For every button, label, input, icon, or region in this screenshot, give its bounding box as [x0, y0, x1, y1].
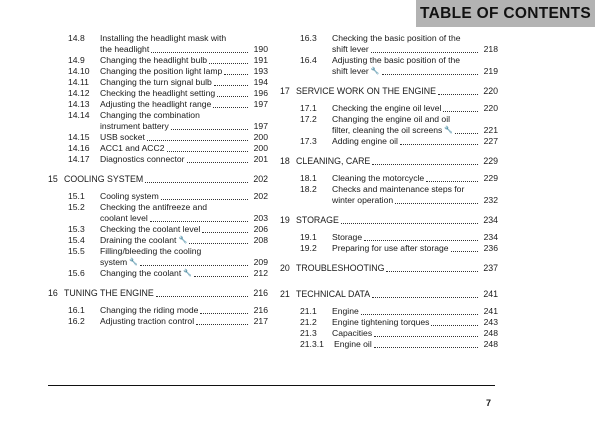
- toc-entry[interactable]: [280, 263, 498, 274]
- toc-entry[interactable]: [280, 114, 498, 136]
- toc-entry-number: 15.5: [68, 246, 85, 256]
- toc-entry-title: Adding engine oil: [332, 136, 398, 146]
- toc-entry-title: coolant level: [100, 213, 148, 223]
- toc-entry-title: shift lever: [332, 66, 369, 76]
- toc-entry-page: 196: [253, 88, 268, 98]
- toc-entry[interactable]: [48, 174, 268, 185]
- dot-leader: [443, 111, 478, 112]
- toc-entry[interactable]: [48, 66, 268, 77]
- toc-entry-number: 14.16: [68, 143, 90, 153]
- toc-entry[interactable]: [48, 132, 268, 143]
- dot-leader: [386, 271, 478, 272]
- toc-entry[interactable]: [280, 215, 498, 226]
- toc-entry-number: 15.1: [68, 191, 85, 201]
- toc-entry-page: 218: [483, 44, 498, 54]
- toc-entry[interactable]: [48, 55, 268, 66]
- toc-entry-title: system: [100, 257, 128, 267]
- toc-entry-page: 232: [483, 195, 498, 205]
- toc-entry-title: Checking the coolant level: [100, 224, 201, 234]
- toc-entry-title: Changing the coolant: [100, 268, 182, 278]
- toc-entry-number: 14.14: [68, 110, 90, 120]
- toc-entry-page: 234: [483, 232, 498, 242]
- toc-entry[interactable]: [280, 136, 498, 147]
- dot-leader: [361, 314, 478, 315]
- toc-entry[interactable]: [280, 232, 498, 243]
- toc-entry-title: Changing the position light lamp: [100, 66, 223, 76]
- dot-leader: [209, 63, 248, 64]
- toc-entry-number: 17.1: [300, 103, 317, 113]
- footer-divider: [48, 385, 495, 386]
- toc-entry-title: ACC1 and ACC2: [100, 143, 165, 153]
- toc-entry-number: 14.13: [68, 99, 90, 109]
- toc-entry[interactable]: [280, 184, 498, 206]
- toc-entry-title: Changing the turn signal bulb: [100, 77, 212, 87]
- toc-left-column: [48, 33, 268, 327]
- toc-entry-number: 14.8: [68, 33, 85, 43]
- dot-leader: [224, 74, 248, 75]
- toc-entry-title: STORAGE: [296, 215, 339, 225]
- toc-entry[interactable]: [48, 268, 268, 279]
- toc-entry-page: 202: [253, 174, 268, 184]
- toc-entry-number: 14.9: [68, 55, 85, 65]
- toc-entry-title: winter operation: [332, 195, 394, 205]
- dot-leader: [140, 265, 248, 266]
- toc-entry-page: 202: [253, 191, 268, 201]
- toc-entry-number: 14.10: [68, 66, 90, 76]
- toc-entry-title: Engine oil: [334, 339, 372, 349]
- dot-leader: [374, 347, 478, 348]
- dot-leader: [151, 52, 248, 53]
- toc-entry-number: 15.3: [68, 224, 85, 234]
- toc-entry[interactable]: [280, 86, 498, 97]
- toc-entry-title: Draining the coolant: [100, 235, 177, 245]
- toc-entry[interactable]: [48, 154, 268, 165]
- toc-entry-title: Cleaning the motorcycle: [332, 173, 425, 183]
- toc-entry-title: TROUBLESHOOTING: [296, 263, 385, 273]
- toc-entry-number: 15: [48, 174, 58, 184]
- toc-entry[interactable]: [48, 191, 268, 202]
- toc-entry-page: 234: [483, 215, 498, 225]
- toc-entry[interactable]: [48, 288, 268, 299]
- toc-entry-title: CLEANING, CARE: [296, 156, 371, 166]
- toc-entry-page: 206: [253, 224, 268, 234]
- toc-entry[interactable]: [280, 289, 498, 300]
- toc-entry-title: Changing the combination: [100, 110, 200, 120]
- toc-entry-page: 197: [253, 99, 268, 109]
- dot-leader: [217, 96, 248, 97]
- toc-right-column: [280, 33, 498, 350]
- toc-entry-page: 216: [253, 305, 268, 315]
- toc-entry-number: 21: [280, 289, 290, 299]
- dot-leader: [395, 203, 478, 204]
- toc-entry-page: 191: [253, 55, 268, 65]
- toc-entry[interactable]: [48, 224, 268, 235]
- toc-entry-page: 220: [483, 103, 498, 113]
- dot-leader: [150, 221, 248, 222]
- wrench-icon: 🔧: [129, 259, 138, 266]
- toc-entry-number: 19.2: [300, 243, 317, 253]
- toc-entry-page: 229: [483, 156, 498, 166]
- toc-entry-number: 16.1: [68, 305, 85, 315]
- dot-leader: [364, 240, 478, 241]
- dot-leader: [371, 52, 478, 53]
- toc-entry-page: 200: [253, 143, 268, 153]
- dot-leader: [189, 243, 248, 244]
- toc-entry-page: 237: [483, 263, 498, 273]
- toc-entry-number: 14.12: [68, 88, 90, 98]
- dot-leader: [156, 296, 248, 297]
- dot-leader: [213, 107, 248, 108]
- toc-entry-page: 227: [483, 136, 498, 146]
- toc-entry-title: the headlight: [100, 44, 150, 54]
- toc-entry-page: 208: [253, 235, 268, 245]
- toc-entry-page: 197: [253, 121, 268, 131]
- toc-entry[interactable]: [280, 33, 498, 55]
- dot-leader: [426, 181, 478, 182]
- toc-entry-page: 216: [253, 288, 268, 298]
- toc-entry-page: 221: [483, 125, 498, 135]
- toc-entry-title: Preparing for use after storage: [332, 243, 449, 253]
- toc-entry-page: 209: [253, 257, 268, 267]
- toc-entry[interactable]: [48, 33, 268, 55]
- toc-entry-title: Changing the headlight bulb: [100, 55, 208, 65]
- dot-leader: [372, 164, 478, 165]
- toc-entry-page: 248: [483, 339, 498, 349]
- toc-entry-number: 15.2: [68, 202, 85, 212]
- toc-entry[interactable]: [48, 110, 268, 132]
- toc-entry-page: 243: [483, 317, 498, 327]
- toc-entry-page: 201: [253, 154, 268, 164]
- toc-entry-title: instrument battery: [100, 121, 169, 131]
- toc-entry-page: 220: [483, 86, 498, 96]
- toc-entry-page: 190: [253, 44, 268, 54]
- toc-entry-title: Filling/bleeding the cooling: [100, 246, 202, 256]
- dot-leader: [438, 94, 478, 95]
- toc-entry-title: Installing the headlight mask with: [100, 33, 227, 43]
- toc-entry[interactable]: [48, 143, 268, 154]
- dot-leader: [202, 232, 248, 233]
- toc-entry-number: 16: [48, 288, 58, 298]
- toc-entry[interactable]: [48, 235, 268, 246]
- toc-entry-page: 217: [253, 316, 268, 326]
- toc-entry-title: Checking the headlight setting: [100, 88, 216, 98]
- toc-entry-page: 212: [253, 268, 268, 278]
- wrench-icon: 🔧: [178, 237, 188, 244]
- toc-entry-page: 219: [483, 66, 498, 76]
- toc-entry-title: Storage: [332, 232, 363, 242]
- toc-entry-number: 16.3: [300, 33, 317, 43]
- toc-entry-title: Changing the engine oil and oil: [332, 114, 451, 124]
- toc-header-box: [416, 0, 595, 27]
- toc-entry-title: Adjusting traction control: [100, 316, 195, 326]
- dot-leader: [161, 199, 248, 200]
- toc-entry-page: 203: [253, 213, 268, 223]
- toc-entry-number: 14.17: [68, 154, 90, 164]
- toc-entry-page: 193: [253, 66, 268, 76]
- toc-entry-title: Checking the engine oil level: [332, 103, 442, 113]
- toc-entry[interactable]: [280, 173, 498, 184]
- toc-entry[interactable]: [280, 243, 498, 254]
- toc-entry[interactable]: [48, 99, 268, 110]
- dot-leader: [145, 182, 248, 183]
- toc-entry-title: Adjusting the basic position of the: [332, 55, 461, 65]
- dot-leader: [171, 129, 248, 130]
- toc-entry-number: 21.2: [300, 317, 317, 327]
- dot-leader: [455, 133, 478, 134]
- dot-leader: [187, 162, 248, 163]
- toc-entry-title: Changing the riding mode: [100, 305, 199, 315]
- toc-entry-page: 236: [483, 243, 498, 253]
- toc-entry[interactable]: [48, 316, 268, 327]
- dot-leader: [196, 324, 248, 325]
- dot-leader: [400, 144, 478, 145]
- toc-entry-title: Engine tightening torques: [332, 317, 430, 327]
- toc-entry-title: USB socket: [100, 132, 145, 142]
- toc-entry[interactable]: [280, 55, 498, 77]
- toc-entry-title: Diagnostics connector: [100, 154, 185, 164]
- toc-entry-title: COOLING SYSTEM: [64, 174, 144, 184]
- toc-entry-number: 15.6: [68, 268, 85, 278]
- toc-entry-page: 248: [483, 328, 498, 338]
- page-title: TABLE OF CONTENTS: [420, 5, 591, 22]
- toc-entry[interactable]: [280, 156, 498, 167]
- toc-entry-number: 17: [280, 86, 290, 96]
- toc-entry-page: 194: [253, 77, 268, 87]
- dot-leader: [167, 151, 249, 152]
- toc-entry-page: 229: [483, 173, 498, 183]
- dot-leader: [372, 297, 478, 298]
- toc-entry-title: Capacities: [332, 328, 373, 338]
- page-number: 7: [486, 398, 492, 408]
- toc-entry-number: 14.11: [68, 77, 89, 87]
- dot-leader: [194, 276, 248, 277]
- toc-entry-number: 19: [280, 215, 290, 225]
- dot-leader: [341, 223, 478, 224]
- dot-leader: [382, 74, 479, 75]
- toc-entry[interactable]: [280, 103, 498, 114]
- toc-entry-number: 21.1: [300, 306, 317, 316]
- toc-entry-title: Adjusting the headlight range: [100, 99, 212, 109]
- dot-leader: [214, 85, 248, 86]
- toc-entry-number: 17.3: [300, 136, 317, 146]
- toc-entry-number: 15.4: [68, 235, 85, 245]
- toc-entry-number: 18: [280, 156, 290, 166]
- toc-entry-title: TECHNICAL DATA: [296, 289, 371, 299]
- toc-entry[interactable]: [48, 246, 268, 268]
- wrench-icon: 🔧: [444, 127, 454, 134]
- dot-leader: [431, 325, 478, 326]
- wrench-icon: 🔧: [183, 270, 192, 277]
- toc-entry-number: 21.3: [300, 328, 317, 338]
- toc-entry[interactable]: [48, 77, 268, 88]
- toc-entry-number: 21.3.1: [300, 339, 324, 349]
- toc-entry[interactable]: [48, 88, 268, 99]
- wrench-icon: 🔧: [370, 68, 380, 75]
- toc-entry-page: 241: [483, 306, 498, 316]
- toc-entry-title: Checking the basic position of the: [332, 33, 461, 43]
- toc-entry-title: SERVICE WORK ON THE ENGINE: [296, 86, 436, 96]
- toc-entry-number: 17.2: [300, 114, 317, 124]
- dot-leader: [147, 140, 248, 141]
- toc-entry-number: 20: [280, 263, 290, 273]
- dot-leader: [200, 313, 248, 314]
- toc-entry-number: 19.1: [300, 232, 317, 242]
- toc-entry[interactable]: [48, 305, 268, 316]
- toc-entry-title: TUNING THE ENGINE: [64, 288, 154, 298]
- toc-entry[interactable]: [48, 202, 268, 224]
- toc-entry-page: 241: [483, 289, 498, 299]
- dot-leader: [451, 251, 478, 252]
- toc-entry-title: shift lever: [332, 44, 369, 54]
- dot-leader: [374, 336, 478, 337]
- toc-entry-title: filter, cleaning the oil screens: [332, 125, 443, 135]
- toc-entry[interactable]: [280, 317, 498, 328]
- toc-entry-title: Cooling system: [100, 191, 159, 201]
- toc-entry-page: 200: [253, 132, 268, 142]
- toc-entry-number: 18.2: [300, 184, 317, 194]
- toc-entry-title: Checking the antifreeze and: [100, 202, 208, 212]
- toc-entry[interactable]: [280, 339, 498, 350]
- toc-entry-number: 16.2: [68, 316, 85, 326]
- toc-entry-number: 14.15: [68, 132, 90, 142]
- toc-entry-number: 18.1: [300, 173, 317, 183]
- toc-entry-title: Engine: [332, 306, 359, 316]
- toc-entry-title: Checks and maintenance steps for: [332, 184, 465, 194]
- toc-entry-number: 16.4: [300, 55, 317, 65]
- toc-entry[interactable]: [280, 306, 498, 317]
- toc-entry[interactable]: [280, 328, 498, 339]
